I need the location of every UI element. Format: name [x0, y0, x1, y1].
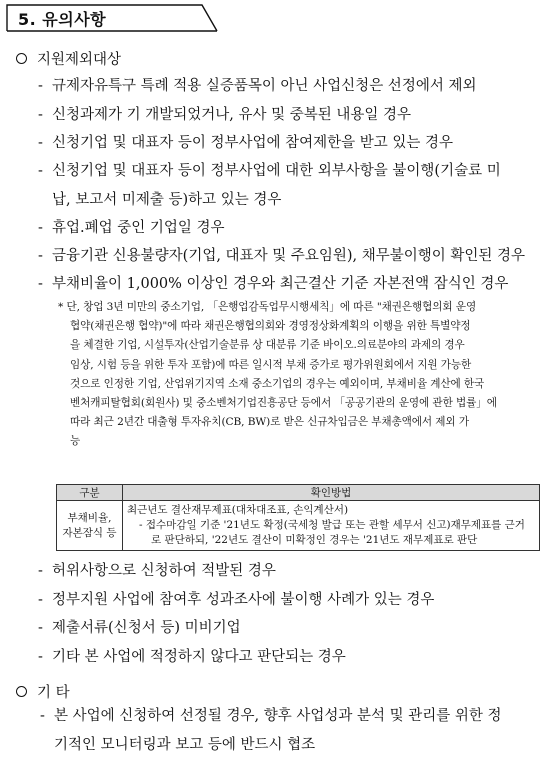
circle-bullet-icon	[16, 686, 27, 697]
list-item	[38, 134, 453, 152]
list-item-text-continued: 납, 보고서 미제출 등)하고 있는 경우	[52, 192, 282, 208]
list-item-wrapped	[40, 702, 540, 760]
exclusion-heading-text: 지원제외대상	[37, 52, 122, 68]
list-item	[38, 77, 476, 95]
table-row	[57, 501, 540, 551]
section-header	[6, 4, 218, 32]
dash: -	[38, 220, 43, 236]
other-heading	[16, 681, 70, 702]
note-line: * 단, 창업 3년 미만의 중소기업, 「은행업감독업무시행세칙」에 따른 "채권은행협의회 운영	[58, 301, 477, 313]
category-line: 자본잠식 등	[62, 526, 117, 539]
list-item-text: 부채비율이 1,000% 이상인 경우와 최근결산 기준 자본전액 잠식인 경우	[52, 276, 509, 292]
table-cell-category	[57, 501, 123, 551]
category-line: 부채비율,	[67, 511, 112, 524]
list-item	[38, 562, 276, 580]
list-item	[38, 275, 508, 293]
list-item-wrapped	[38, 157, 538, 215]
note-line: 벤처캐피탈협회(회원사) 및 중소벤처기업진흥공단 등에서 「공공기관의 운영에 관한 법률」에	[70, 397, 497, 410]
exception-note	[58, 298, 536, 452]
list-item	[38, 219, 225, 237]
note-line: 능	[70, 435, 81, 448]
table-header-method: 확인방법	[123, 485, 540, 501]
method-line: 로 판단하되, '22년도 결산이 미확정인 경우는 '21년도 재무제표로 판단	[151, 534, 478, 546]
note-line: 따라 최근 2년간 대출형 투자유치(CB, BW)로 받은 신규차입금은 부채총액에서 제외 가	[70, 416, 469, 429]
list-item-text: 규제자유특구 특례 적용 실증품목이 아닌 사업신청은 선정에서 제외	[52, 78, 477, 94]
dash: -	[38, 563, 43, 579]
dash: -	[38, 276, 43, 292]
list-item	[38, 619, 241, 637]
dash: -	[38, 649, 43, 665]
confirmation-table	[56, 484, 540, 551]
other-heading-text: 기 타	[37, 685, 70, 701]
section-title: 5. 유의사항	[18, 10, 107, 29]
list-item-text: 신청기업 및 대표자 등이 정부사업에 참여제한을 받고 있는 경우	[52, 135, 454, 151]
table-cell-method	[123, 501, 540, 551]
dash: -	[38, 620, 43, 636]
method-line: 최근년도 결산재무제표(대차대조표, 손익계산서)	[127, 504, 349, 516]
circle-bullet-icon	[16, 53, 27, 64]
list-item-text: 기타 본 사업에 적정하지 않다고 판단되는 경우	[52, 649, 346, 665]
note-line: 것으로 인정한 기업, 산업위기지역 소재 중소기업의 경우는 예외이며, 부채비율 계산에 한국	[70, 377, 485, 390]
table-header-category: 구분	[57, 485, 123, 501]
note-line: 임상, 시험 등을 위한 투자 포함)에 따른 일시적 부채 증가로 평가위원회에서 지원 가능한	[70, 358, 472, 371]
exclusion-heading	[16, 48, 121, 69]
dash: -	[38, 107, 43, 123]
dash: -	[38, 592, 43, 608]
list-item	[38, 648, 346, 666]
method-line: - 접수마감일 기준 '21년도 확정(국세청 발급 또는 관할 세무서 신고)재무제표를 근거	[139, 519, 525, 531]
list-item-text: 휴업.폐업 중인 기업일 경우	[52, 220, 225, 236]
dash: -	[38, 163, 43, 179]
note-line: 협약(채권은행 협약)"에 따라 채권은행협의회와 경영정상화계획의 이행을 위한 특별약정	[70, 320, 471, 333]
list-item	[38, 247, 525, 265]
list-item-text: 금융기관 신용불량자(기업, 대표자 및 주요임원), 채무불이행이 확인된 경우	[52, 248, 526, 264]
table-header-row	[57, 485, 540, 501]
list-item-text-continued: 기적인 모니터링과 보고 등에 반드시 협조	[54, 737, 316, 753]
list-item-text: 본 사업에 신청하여 선정될 경우, 향후 사업성과 분석 및 관리를 위한 정	[54, 708, 502, 724]
list-item-text: 제출서류(신청서 등) 미비기업	[52, 620, 241, 636]
list-item-text: 정부지원 사업에 참여후 성과조사에 불이행 사례가 있는 경우	[52, 592, 435, 608]
list-item-text: 허위사항으로 신청하여 적발된 경우	[52, 563, 276, 579]
dash: -	[38, 248, 43, 264]
list-item	[38, 106, 411, 124]
list-item-text: 신청기업 및 대표자 등이 정부사업에 대한 외부사항을 불이행(기술료 미	[52, 163, 501, 179]
dash: -	[38, 78, 43, 94]
dash: -	[40, 708, 45, 724]
dash: -	[38, 135, 43, 151]
list-item-text: 신청과제가 기 개발되었거나, 유사 및 중복된 내용일 경우	[52, 107, 412, 123]
note-line: 을 체결한 기업, 시설투자(산업기술분류 상 대분류 기준 바이오.의료분야의 과제의 경우	[70, 339, 465, 352]
list-item	[38, 591, 434, 609]
